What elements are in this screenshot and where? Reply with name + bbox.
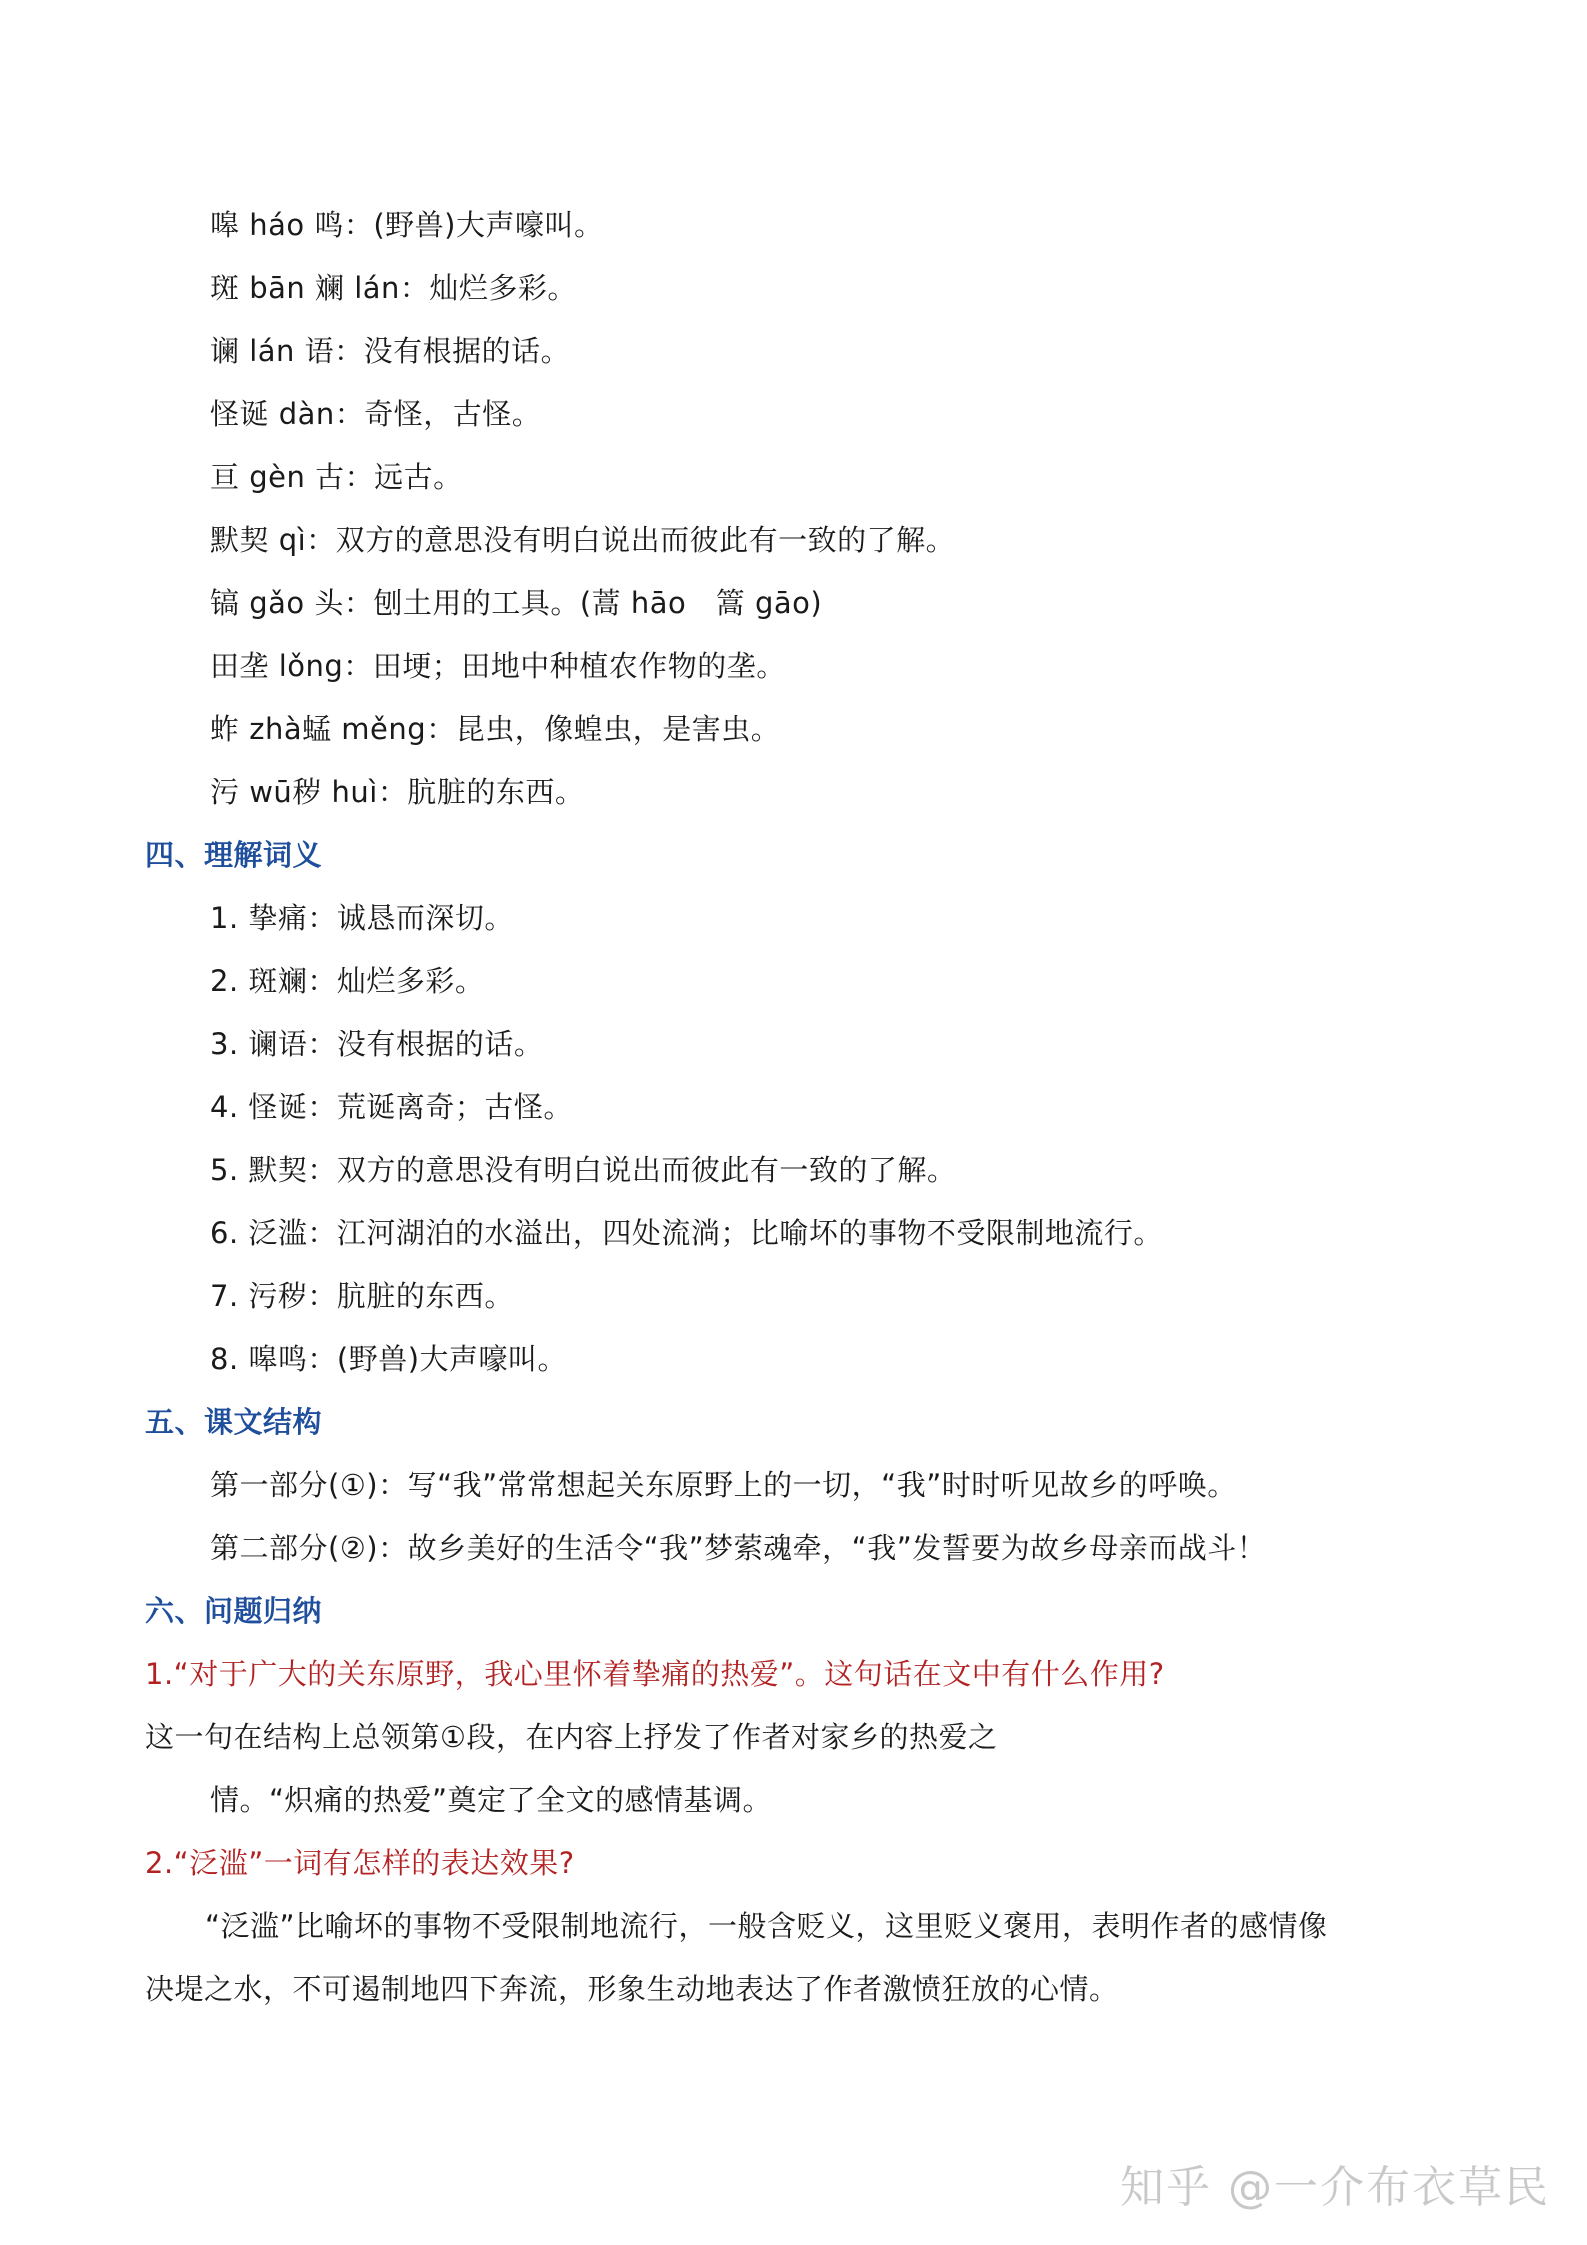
pronunciation-item: 亘 gèn 古：远古。 <box>210 460 463 494</box>
meaning-item: 6. 泛滥：江河湖泊的水溢出，四处流淌；比喻坏的事物不受限制地流行。 <box>210 1216 1163 1250</box>
pronunciation-item: 田垄 lǒng：田埂；田地中种植农作物的垄。 <box>210 649 786 683</box>
section-heading-meanings: 四、理解词义 <box>145 838 323 872</box>
section-heading-questions: 六、问题归纳 <box>145 1594 323 1628</box>
watermark: 知乎 @一介布衣草民 <box>1120 2162 1550 2213</box>
section-heading-structure: 五、课文结构 <box>145 1405 323 1439</box>
question-2: 2.“泛滥”一词有怎样的表达效果? <box>145 1846 575 1880</box>
meaning-item: 4. 怪诞：荒诞离奇；古怪。 <box>210 1090 573 1124</box>
pronunciation-item: 谰 lán 语：没有根据的话。 <box>210 334 571 368</box>
structure-item: 第一部分(①)：写“我”常常想起关东原野上的一切，“我”时时听见故乡的呼唤。 <box>210 1468 1237 1502</box>
pronunciation-item: 蚱 zhà蜢 měng：昆虫，像蝗虫，是害虫。 <box>210 712 781 746</box>
answer-1-line-2: 情。“炽痛的热爱”奠定了全文的感情基调。 <box>210 1783 773 1817</box>
answer-2-line-1: “泛滥”比喻坏的事物不受限制地流行，一般含贬义，这里贬义褒用，表明作者的感情像 <box>205 1909 1328 1943</box>
meaning-item: 3. 谰语：没有根据的话。 <box>210 1027 544 1061</box>
meaning-item: 2. 斑斓：灿烂多彩。 <box>210 964 485 998</box>
answer-1-line-1: 这一句在结构上总领第①段，在内容上抒发了作者对家乡的热爱之 <box>145 1720 998 1754</box>
pronunciation-item: 污 wū秽 huì：肮脏的东西。 <box>210 775 585 809</box>
meaning-item: 1. 挚痛：诚恳而深切。 <box>210 901 514 935</box>
meaning-item: 5. 默契：双方的意思没有明白说出而彼此有一致的了解。 <box>210 1153 957 1187</box>
pronunciation-item: 默契 qì：双方的意思没有明白说出而彼此有一致的了解。 <box>210 523 956 557</box>
meaning-item: 8. 嗥鸣：(野兽)大声嚎叫。 <box>210 1342 568 1376</box>
meaning-item: 7. 污秽：肮脏的东西。 <box>210 1279 514 1313</box>
structure-item: 第二部分(②)：故乡美好的生活令“我”梦萦魂牵，“我”发誓要为故乡母亲而战斗！ <box>210 1531 1267 1565</box>
pronunciation-item: 嗥 háo 鸣：(野兽)大声嚎叫。 <box>210 208 604 242</box>
pronunciation-item: 怪诞 dàn：奇怪，古怪。 <box>210 397 542 431</box>
question-1: 1.“对于广大的关东原野，我心里怀着挚痛的热爱”。这句话在文中有什么作用? <box>145 1657 1165 1691</box>
answer-2-line-2: 决堤之水，不可遏制地四下奔流，形象生动地表达了作者激愤狂放的心情。 <box>145 1972 1119 2006</box>
pronunciation-item: 镐 gǎo 头：刨土用的工具。(蒿 hāo 篙 gāo) <box>210 586 823 620</box>
pronunciation-item: 斑 bān 斓 lán：灿烂多彩。 <box>210 271 577 305</box>
